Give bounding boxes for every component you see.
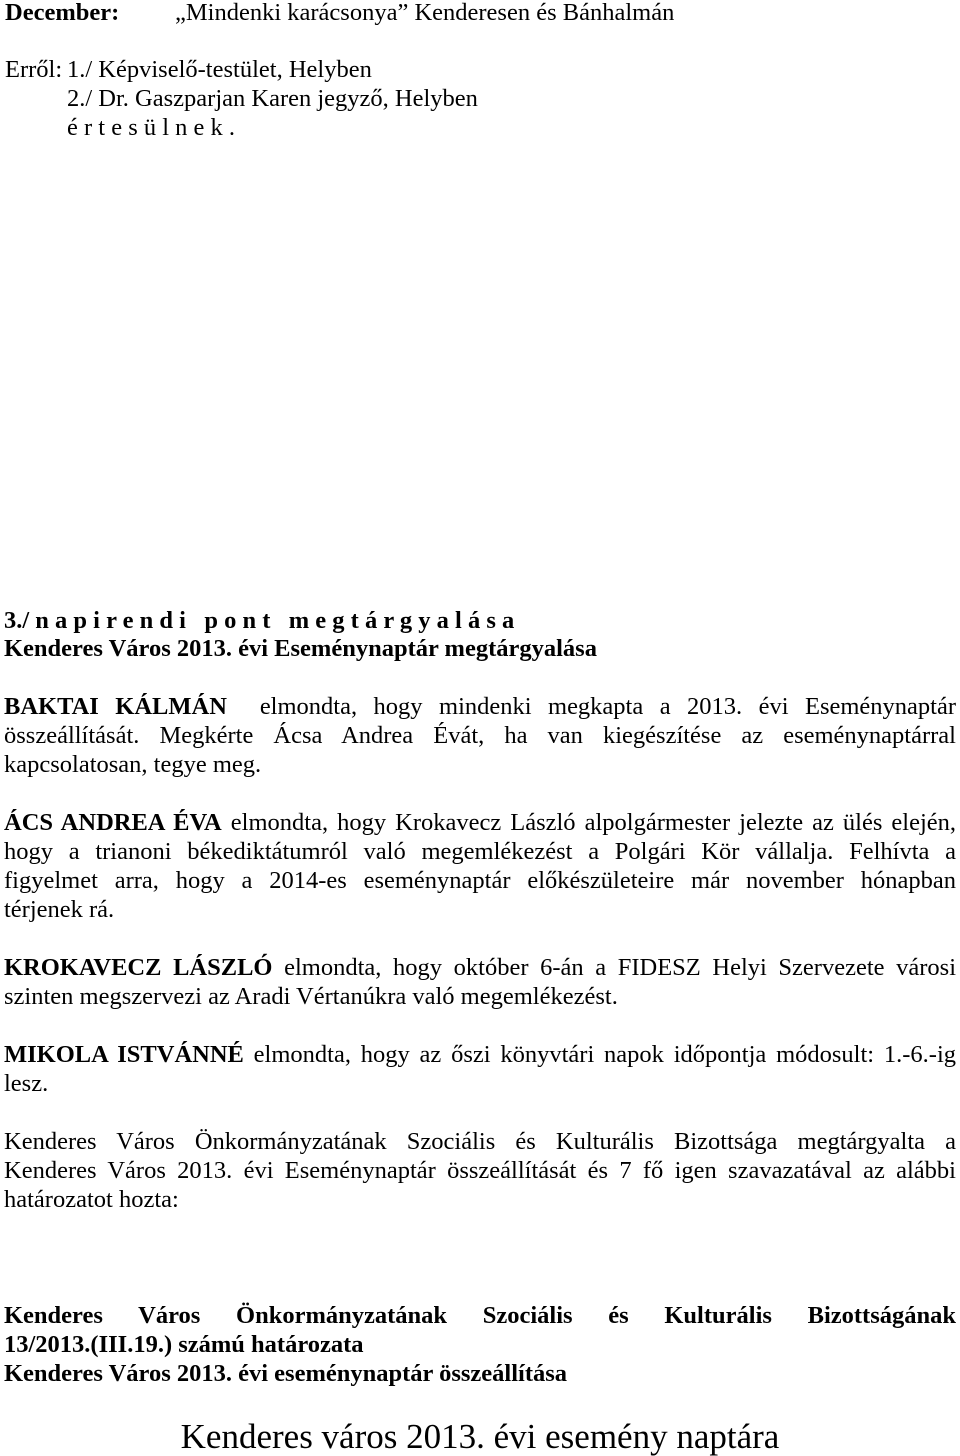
agenda-title: Kenderes Város 2013. évi Eseménynaptár megtárgyalása <box>4 635 597 662</box>
resolution-subject: Kenderes Város 2013. évi eseménynaptár összeállítása <box>4 1360 568 1387</box>
speech-text: elmondta, hogy október 6-án a FIDESZ Helyi Szervezete városi <box>284 954 956 981</box>
agenda-item-heading: 3./ n a p i r e n d i p o n t m e g t á r g y a l á s a <box>4 607 515 634</box>
speaker-name: MIKOLA ISTVÁNNÉ <box>4 1041 244 1068</box>
speech-line: összeállítását. Megkérte Ácsa Andrea Évát, ha van kiegészítése az eseménynaptárral <box>4 722 956 749</box>
speech-line: térjenek rá. <box>4 896 115 923</box>
event-name: „Mindenki karácsonya” Kenderesen és Bánhalmán <box>175 0 675 26</box>
speech-text: elmondta, hogy mindenki megkapta a 2013. évi Eseménynaptár <box>259 693 956 720</box>
recipient-item: 2./ Dr. Gaszparjan Karen jegyző, Helyben <box>67 85 478 112</box>
decision-line: Kenderes Város Önkormányzatának Szociális és Kulturális Bizottsága megtárgyalta a <box>4 1128 956 1155</box>
recipient-item: 1./ Képviselő-testület, Helyben <box>67 56 372 83</box>
notice-recipient-line <box>4 55 956 84</box>
speech-line: szinten megszervezi az Aradi Vértanúkra való megemlékezést. <box>4 983 618 1010</box>
speech-line: hogy a trianoni békediktátumról való megemlékezést a Polgári Kör vállalja. Felhívta a <box>4 838 956 865</box>
speaker-name: ÁCS ANDREA ÉVA <box>4 809 222 836</box>
notice-label: Erről: <box>5 56 63 83</box>
speech-line <box>4 953 956 982</box>
speech-line <box>4 808 956 837</box>
resolution-body: Kenderes Város Önkormányzatának Szociális és Kulturális Bizottságának <box>4 1302 956 1329</box>
speech-text: elmondta, hogy Krokavecz László alpolgármester jelezte az ülés elején, <box>230 809 956 836</box>
decision-line: Kenderes Város 2013. évi Eseménynaptár összeállítását és 7 fő igen szavazatával az alábbi <box>4 1157 956 1184</box>
speech-line <box>4 692 956 721</box>
speech-line: kapcsolatosan, tegye meg. <box>4 751 262 778</box>
notice-closing: é r t e s ü l n e k . <box>67 114 236 141</box>
resolution-number: 13/2013.(III.19.) számú határozata <box>4 1331 364 1358</box>
month-label: December: <box>5 0 120 26</box>
decision-line: határozatot hozta: <box>4 1186 179 1213</box>
speaker-name: BAKTAI KÁLMÁN <box>4 693 227 720</box>
december-event-line <box>4 0 956 26</box>
speaker-name: KROKAVECZ LÁSZLÓ <box>4 954 273 981</box>
speech-text: elmondta, hogy az őszi könyvtári napok időpontja módosult: 1.-6.-ig <box>253 1041 956 1068</box>
speech-line: figyelmet arra, hogy a 2014-es eseménynaptár előkészületeire már november hónapban <box>4 867 956 894</box>
calendar-title: Kenderes város 2013. évi esemény naptára <box>180 1417 780 1456</box>
speech-line: lesz. <box>4 1070 49 1097</box>
notice-closing-line <box>4 113 956 142</box>
notice-recipient-line <box>4 84 956 113</box>
speech-line <box>4 1040 956 1069</box>
